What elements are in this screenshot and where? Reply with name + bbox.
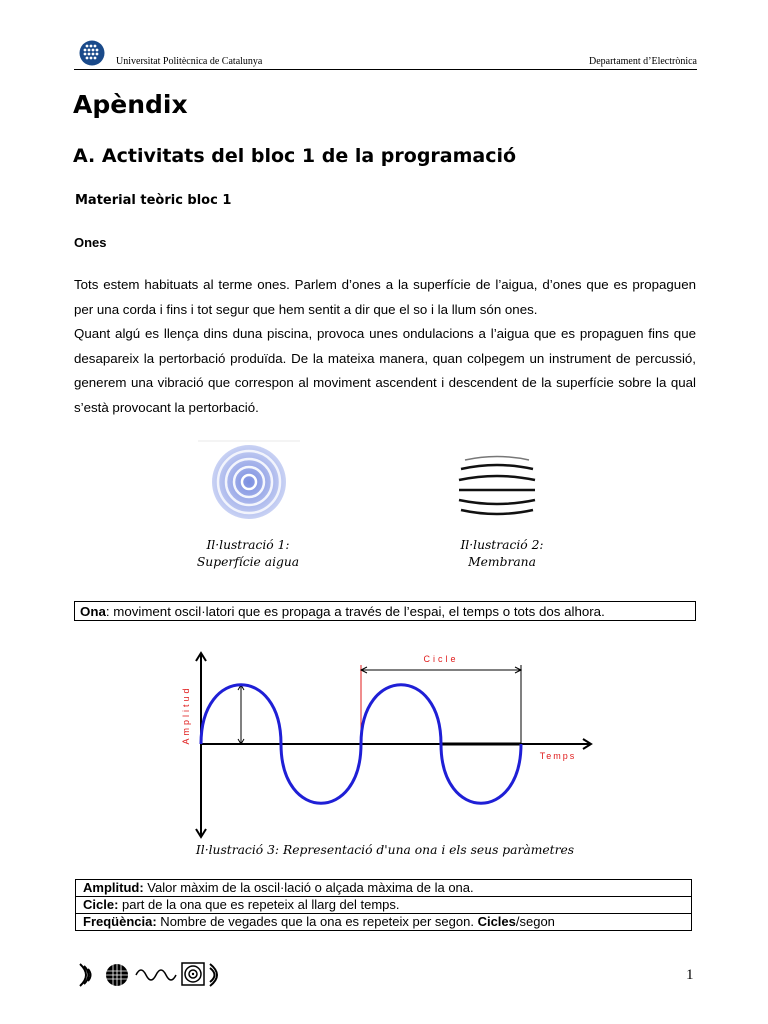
page-header [74,40,697,70]
wave-definition-box [74,601,696,621]
term-unit: /segon [515,914,555,929]
table-cell [76,897,692,914]
table-row [76,914,692,931]
paragraph: Tots estem habituats al terme ones. Parlem d’ones a la superfície de l’aigua, d’ones que es propaguen per una corda i fins i tot segur que hem sentit a dir que el so i la llum són ones. [74,277,696,317]
department-name: Departament d’Electrònica [589,56,697,67]
time-label: Temps [539,751,577,761]
topic-heading: Ones [74,235,107,250]
wave-diagram [170,645,600,841]
term-text: part de la ona que es repeteix al llarg del temps. [118,897,400,912]
paragraph: Quant algú es llença dins duna piscina, provoca unes ondulacions a l’aigua que es propaguen fins que desapareix la pertorbació produïda. De la mateixa manera, quan colpegem un instrument de percussió, generem una vibració que correspon al moviment ascendent i descendent de la superfície sobre la qual s’està provocant la pertorbació. [74,326,696,415]
table-cell [76,880,692,897]
figure-1-text: Superfície aigua [196,555,300,569]
spiral-icon [80,964,91,986]
figure-2-label: Il·lustració 2: [460,538,544,552]
definition-text: : moviment oscil·latori que es propaga a través de l’espai, el temps o tots dos alhora. [105,604,605,619]
membrane-illustration [455,452,539,522]
term-frequencia: Freqüència: [83,914,157,929]
figure-3-caption: Il·lustració 3: Representació d'una ona i els seus paràmetres [195,843,575,857]
table-row [76,897,692,914]
subsection-heading: Material teòric bloc 1 [75,193,232,208]
definition-term: Ona [80,604,106,619]
figure-2-text: Membrana [468,555,536,569]
figure-1-label: Il·lustració 1: [206,538,290,552]
page-title: Apèndix [73,90,188,119]
cycle-label: Cicle [423,654,459,664]
term-text: Nombre de vegades que la ona es repeteix per segon. [156,914,478,929]
body-text [74,273,696,421]
amplitude-label: Amplitud [181,685,191,745]
sphere-grid-icon [106,964,128,986]
table-row [76,880,692,897]
page-number: 1 [686,967,694,983]
table-cell [76,914,692,931]
definitions-table [75,879,692,931]
term-amplitud: Amplitud: [83,880,144,895]
wave-line-icon [136,970,176,980]
section-heading: A. Activitats del bloc 1 de la programació [73,145,517,167]
term-text: Valor màxim de la oscil·lació o alçada màxima de la ona. [143,880,474,895]
university-name: Universitat Politècnica de Catalunya [116,56,263,67]
water-surface-illustration [198,440,300,520]
half-circle-icon [210,964,217,986]
footer-icons [78,962,228,988]
figure-2-caption [442,537,562,571]
figure-1-caption [188,537,308,571]
upc-logo [79,40,105,66]
target-icon [182,963,204,985]
term-cicles: Cicles [477,914,516,929]
term-cicle: Cicle: [83,897,119,912]
